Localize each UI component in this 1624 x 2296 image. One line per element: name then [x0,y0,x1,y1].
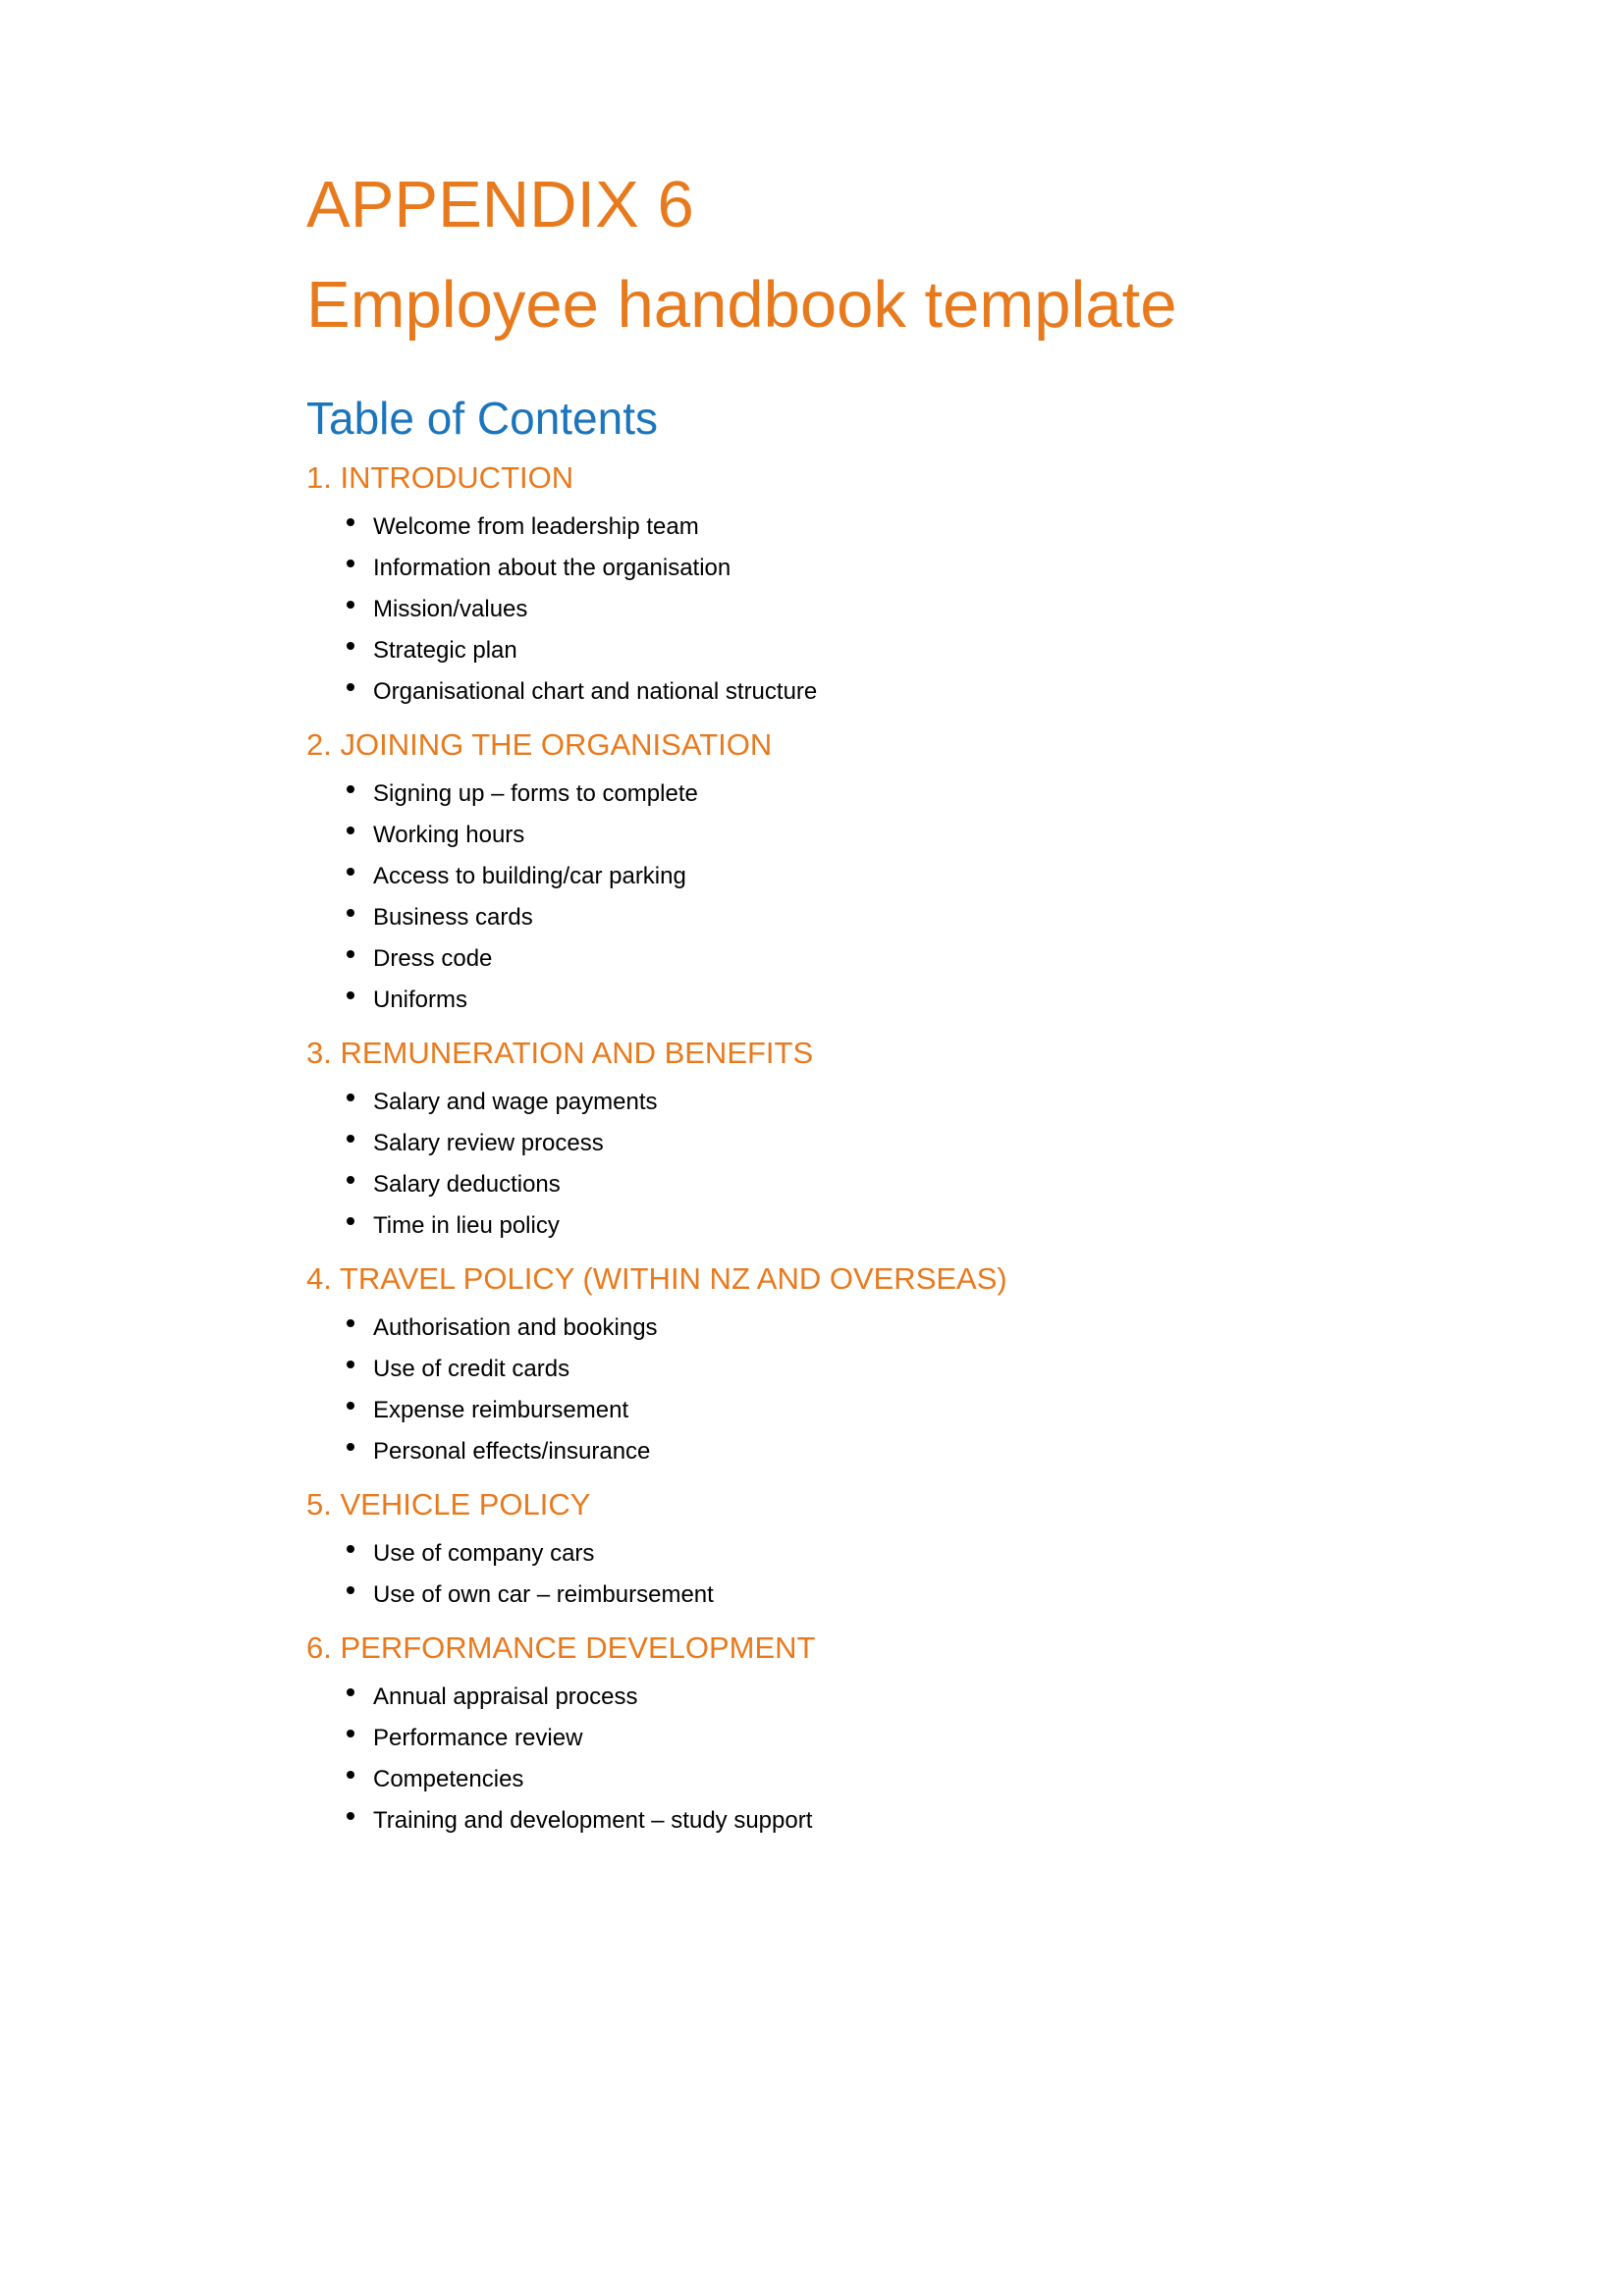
toc-section [306,1629,1487,1842]
section-item-list [306,774,1487,1021]
toc-section [306,726,1487,1021]
toc-item: Annual appraisal process [306,1677,1487,1718]
section-item-list [306,1082,1487,1247]
section-heading: 3. REMUNERATION AND BENEFITS [306,1036,814,1070]
toc-item: Information about the organisation [306,548,1487,589]
toc-item: Salary review process [306,1123,1487,1164]
toc-item: Working hours [306,815,1487,856]
toc-item: Salary and wage payments [306,1082,1487,1123]
document-title: Employee handbook template [306,268,1177,342]
appendix-number-title: APPENDIX 6 [306,168,694,241]
toc-item: Mission/values [306,589,1487,630]
section-item-list [306,507,1487,713]
section-heading: 1. INTRODUCTION [306,460,574,495]
section-item-list [306,1308,1487,1472]
toc-item: Welcome from leadership team [306,507,1487,548]
section-heading: 2. JOINING THE ORGANISATION [306,727,773,762]
toc-item: Business cards [306,897,1487,938]
section-item-list [306,1533,1487,1616]
toc-sections [306,459,1487,1842]
toc-heading: Table of Contents [306,393,659,444]
section-heading: 5. VEHICLE POLICY [306,1487,591,1522]
section-item-list [306,1677,1487,1842]
toc-item: Uniforms [306,980,1487,1021]
toc-section [306,1035,1487,1247]
toc-item: Performance review [306,1718,1487,1759]
document-title-block [306,155,1487,355]
toc-item: Competencies [306,1759,1487,1800]
toc-item: Access to building/car parking [306,856,1487,897]
toc-item: Use of credit cards [306,1349,1487,1390]
section-heading: 6. PERFORMANCE DEVELOPMENT [306,1630,816,1665]
toc-item: Salary deductions [306,1164,1487,1205]
toc-item: Training and development – study support [306,1800,1487,1842]
toc-item: Expense reimbursement [306,1390,1487,1431]
toc-item: Time in lieu policy [306,1205,1487,1247]
toc-item: Dress code [306,938,1487,980]
toc-section [306,459,1487,713]
toc-item: Signing up – forms to complete [306,774,1487,815]
toc-item: Organisational chart and national structure [306,671,1487,713]
toc-item: Strategic plan [306,630,1487,671]
toc-section [306,1260,1487,1472]
section-heading: 4. TRAVEL POLICY (WITHIN NZ AND OVERSEAS) [306,1261,1007,1296]
toc-section [306,1486,1487,1616]
toc-item: Authorisation and bookings [306,1308,1487,1349]
toc-item: Use of company cars [306,1533,1487,1575]
toc-item: Use of own car – reimbursement [306,1575,1487,1616]
toc-item: Personal effects/insurance [306,1431,1487,1472]
